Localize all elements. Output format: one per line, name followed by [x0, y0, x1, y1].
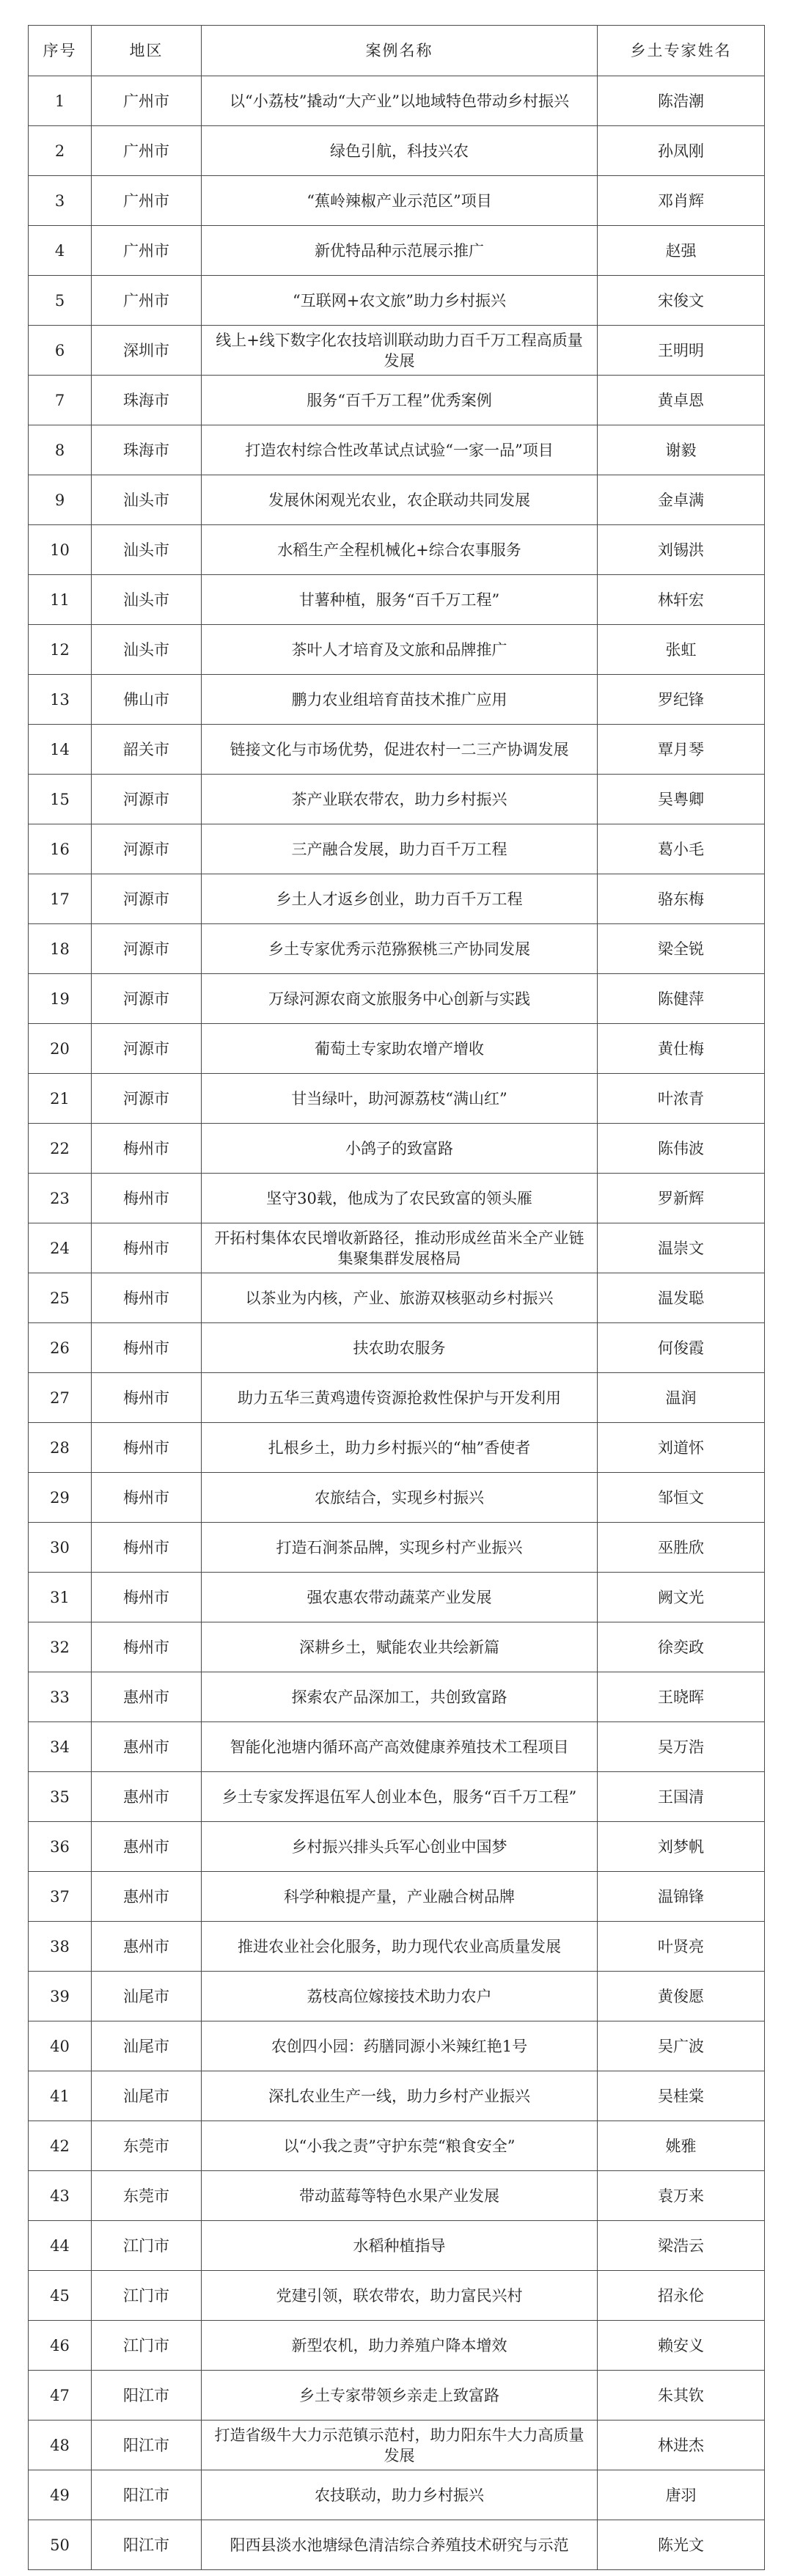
cell-expert-name: 刘梦帆 — [598, 1822, 765, 1872]
table-row — [29, 1074, 765, 1124]
cell-case-name: 以“小荔枝”撬动“大产业”以地域特色带动乡村振兴 — [202, 76, 598, 126]
cell-region: 阳江市 — [92, 2520, 202, 2570]
table-row — [29, 1423, 765, 1473]
cell-index: 8 — [29, 425, 92, 475]
cell-expert-name: 罗纪锋 — [598, 675, 765, 725]
table-row — [29, 1523, 765, 1573]
table-row — [29, 824, 765, 874]
cell-region: 梅州市 — [92, 1523, 202, 1573]
cell-index: 13 — [29, 675, 92, 725]
cell-case-name: 茶叶人才培育及文旅和品牌推广 — [202, 625, 598, 675]
cell-region: 阳江市 — [92, 2421, 202, 2470]
cell-expert-name: 阙文光 — [598, 1573, 765, 1622]
table-row — [29, 2171, 765, 2221]
cell-index: 48 — [29, 2421, 92, 2470]
cell-index: 47 — [29, 2371, 92, 2421]
cell-case-name: 鹏力农业组培育苗技术推广应用 — [202, 675, 598, 725]
table-row — [29, 1722, 765, 1772]
cell-region: 梅州市 — [92, 1622, 202, 1672]
cell-region: 汕尾市 — [92, 2021, 202, 2071]
cell-case-name: 水稻生产全程机械化+综合农事服务 — [202, 525, 598, 575]
cell-index: 2 — [29, 126, 92, 176]
cell-case-name: 阳西县淡水池塘绿色清洁综合养殖技术研究与示范 — [202, 2520, 598, 2570]
cell-case-name: 新优特品种示范展示推广 — [202, 226, 598, 276]
table-row — [29, 2071, 765, 2121]
cell-region: 汕头市 — [92, 475, 202, 525]
cell-case-name: 助力五华三黄鸡遗传资源抢救性保护与开发利用 — [202, 1373, 598, 1423]
cell-expert-name: 叶浓青 — [598, 1074, 765, 1124]
cell-index: 23 — [29, 1174, 92, 1223]
cell-index: 27 — [29, 1373, 92, 1423]
table-row — [29, 1922, 765, 1972]
table-row — [29, 625, 765, 675]
cell-index: 49 — [29, 2470, 92, 2520]
cell-region: 河源市 — [92, 1074, 202, 1124]
cell-region: 河源市 — [92, 775, 202, 824]
table-row — [29, 924, 765, 974]
cell-region: 汕头市 — [92, 575, 202, 625]
cell-region: 汕头市 — [92, 625, 202, 675]
cell-index: 28 — [29, 1423, 92, 1473]
cell-region: 梅州市 — [92, 1573, 202, 1622]
cell-case-name: 强农惠农带动蔬菜产业发展 — [202, 1573, 598, 1622]
cell-region: 河源市 — [92, 824, 202, 874]
cell-index: 6 — [29, 326, 92, 376]
cell-region: 梅州市 — [92, 1174, 202, 1223]
table-row — [29, 2021, 765, 2071]
table-row — [29, 2121, 765, 2171]
cell-index: 25 — [29, 1273, 92, 1323]
cell-index: 44 — [29, 2221, 92, 2271]
cell-expert-name: 宋俊文 — [598, 276, 765, 326]
cell-case-name: 小鸽子的致富路 — [202, 1124, 598, 1174]
table-row — [29, 874, 765, 924]
cell-case-name: 以茶业为内核，产业、旅游双核驱动乡村振兴 — [202, 1273, 598, 1323]
table-row — [29, 376, 765, 425]
cell-index: 19 — [29, 974, 92, 1024]
document-sheet — [28, 25, 764, 2570]
cell-expert-name: 吴粤卿 — [598, 775, 765, 824]
cell-case-name: 三产融合发展，助力百千万工程 — [202, 824, 598, 874]
cell-case-name: 扶农助农服务 — [202, 1323, 598, 1373]
cell-region: 广州市 — [92, 226, 202, 276]
cell-region: 江门市 — [92, 2271, 202, 2321]
cell-index: 42 — [29, 2121, 92, 2171]
cell-expert-name: 王晓晖 — [598, 1672, 765, 1722]
cell-expert-name: 骆东梅 — [598, 874, 765, 924]
cell-case-name: 服务“百千万工程”优秀案例 — [202, 376, 598, 425]
cell-index: 22 — [29, 1124, 92, 1174]
cell-expert-name: 王明明 — [598, 326, 765, 376]
table-row — [29, 326, 765, 376]
table-row — [29, 725, 765, 775]
cell-index: 24 — [29, 1223, 92, 1273]
cell-expert-name: 孙凤刚 — [598, 126, 765, 176]
cell-index: 17 — [29, 874, 92, 924]
cell-index: 10 — [29, 525, 92, 575]
cell-expert-name: 吴广波 — [598, 2021, 765, 2071]
cell-case-name: 甘薯种植，服务“百千万工程” — [202, 575, 598, 625]
cell-expert-name: 陈光文 — [598, 2520, 765, 2570]
cell-expert-name: 吴桂棠 — [598, 2071, 765, 2121]
cell-index: 29 — [29, 1473, 92, 1523]
table-row — [29, 1273, 765, 1323]
cell-region: 汕头市 — [92, 525, 202, 575]
cell-case-name: 乡土专家发挥退伍军人创业本色，服务“百千万工程” — [202, 1772, 598, 1822]
cell-case-name: 开拓村集体农民增收新路径，推动形成丝苗米全产业链集聚集群发展格局 — [202, 1223, 598, 1273]
cell-index: 41 — [29, 2071, 92, 2121]
cell-region: 江门市 — [92, 2221, 202, 2271]
cell-expert-name: 金卓满 — [598, 475, 765, 525]
cell-expert-name: 黄卓恩 — [598, 376, 765, 425]
cell-case-name: 带动蓝莓等特色水果产业发展 — [202, 2171, 598, 2221]
cell-region: 梅州市 — [92, 1323, 202, 1373]
cell-case-name: 发展休闲观光农业，农企联动共同发展 — [202, 475, 598, 525]
cell-index: 4 — [29, 226, 92, 276]
cell-case-name: 党建引领，联农带农，助力富民兴村 — [202, 2271, 598, 2321]
cell-expert-name: 赵强 — [598, 226, 765, 276]
cell-region: 梅州市 — [92, 1423, 202, 1473]
table-row — [29, 1473, 765, 1523]
cell-case-name: 农技联动，助力乡村振兴 — [202, 2470, 598, 2520]
cell-index: 21 — [29, 1074, 92, 1124]
cell-expert-name: 朱其钦 — [598, 2371, 765, 2421]
cell-case-name: 以“小我之责”守护东莞“粮食安全” — [202, 2121, 598, 2171]
cell-region: 河源市 — [92, 924, 202, 974]
cell-region: 河源市 — [92, 1024, 202, 1074]
cell-index: 20 — [29, 1024, 92, 1074]
cell-expert-name: 温润 — [598, 1373, 765, 1423]
table-row — [29, 425, 765, 475]
cell-region: 梅州市 — [92, 1223, 202, 1273]
table-row — [29, 2271, 765, 2321]
cell-expert-name: 张虹 — [598, 625, 765, 675]
cell-expert-name: 林进杰 — [598, 2421, 765, 2470]
table-row — [29, 126, 765, 176]
cell-expert-name: 温发聪 — [598, 1273, 765, 1323]
cell-expert-name: 吴万浩 — [598, 1722, 765, 1772]
cell-expert-name: 唐羽 — [598, 2470, 765, 2520]
cell-expert-name: 林轩宏 — [598, 575, 765, 625]
cell-index: 11 — [29, 575, 92, 625]
cell-index: 33 — [29, 1672, 92, 1722]
cell-case-name: 深耕乡土，赋能农业共绘新篇 — [202, 1622, 598, 1672]
header-region: 地区 — [92, 26, 202, 76]
cell-case-name: 科学种粮提产量，产业融合树品牌 — [202, 1872, 598, 1922]
cell-case-name: 荔枝高位嫁接技术助力农户 — [202, 1972, 598, 2021]
cell-index: 38 — [29, 1922, 92, 1972]
cell-case-name: “蕉岭辣椒产业示范区”项目 — [202, 176, 598, 226]
table-row — [29, 1223, 765, 1273]
cell-expert-name: 姚雅 — [598, 2121, 765, 2171]
cell-index: 32 — [29, 1622, 92, 1672]
cell-region: 珠海市 — [92, 425, 202, 475]
cell-region: 广州市 — [92, 276, 202, 326]
cell-expert-name: 温崇文 — [598, 1223, 765, 1273]
table-row — [29, 1972, 765, 2021]
cell-case-name: 扎根乡土，助力乡村振兴的“柚”香使者 — [202, 1423, 598, 1473]
cell-region: 江门市 — [92, 2321, 202, 2371]
cell-index: 45 — [29, 2271, 92, 2321]
table-row — [29, 2520, 765, 2570]
cell-expert-name: 谢毅 — [598, 425, 765, 475]
cell-case-name: 葡萄土专家助农增产增收 — [202, 1024, 598, 1074]
cell-case-name: 推进农业社会化服务，助力现代农业高质量发展 — [202, 1922, 598, 1972]
table-row — [29, 1323, 765, 1373]
cell-region: 惠州市 — [92, 1672, 202, 1722]
cell-case-name: 打造石涧茶品牌，实现乡村产业振兴 — [202, 1523, 598, 1573]
cell-expert-name: 陈健萍 — [598, 974, 765, 1024]
table-body — [29, 76, 765, 2570]
header-case-name: 案例名称 — [202, 26, 598, 76]
cell-region: 珠海市 — [92, 376, 202, 425]
cell-expert-name: 刘道怀 — [598, 1423, 765, 1473]
cell-region: 梅州市 — [92, 1373, 202, 1423]
header-index: 序号 — [29, 26, 92, 76]
cell-expert-name: 黄俊愿 — [598, 1972, 765, 2021]
table-row — [29, 1622, 765, 1672]
table-row — [29, 575, 765, 625]
cell-region: 东莞市 — [92, 2121, 202, 2171]
cell-case-name: 甘当绿叶，助河源荔枝“满山红” — [202, 1074, 598, 1124]
cell-expert-name: 何俊霞 — [598, 1323, 765, 1373]
cell-expert-name: 巫胜欣 — [598, 1523, 765, 1573]
cell-case-name: “互联网+农文旅”助力乡村振兴 — [202, 276, 598, 326]
cell-index: 39 — [29, 1972, 92, 2021]
cell-expert-name: 温锦锋 — [598, 1872, 765, 1922]
cell-index: 36 — [29, 1822, 92, 1872]
cell-expert-name: 招永伦 — [598, 2271, 765, 2321]
cell-case-name: 坚守30载，他成为了农民致富的领头雁 — [202, 1174, 598, 1223]
cell-case-name: 万绿河源农商文旅服务中心创新与实践 — [202, 974, 598, 1024]
cell-expert-name: 叶贤亮 — [598, 1922, 765, 1972]
cell-case-name: 农旅结合，实现乡村振兴 — [202, 1473, 598, 1523]
cell-case-name: 水稻种植指导 — [202, 2221, 598, 2271]
cell-region: 惠州市 — [92, 1922, 202, 1972]
cell-expert-name: 覃月琴 — [598, 725, 765, 775]
table-row — [29, 1174, 765, 1223]
cell-expert-name: 袁万来 — [598, 2171, 765, 2221]
table-row — [29, 1573, 765, 1622]
table-row — [29, 675, 765, 725]
cell-index: 34 — [29, 1722, 92, 1772]
header-row — [29, 26, 765, 76]
cell-index: 3 — [29, 176, 92, 226]
cell-expert-name: 陈浩潮 — [598, 76, 765, 126]
cell-index: 26 — [29, 1323, 92, 1373]
cell-index: 5 — [29, 276, 92, 326]
cell-region: 佛山市 — [92, 675, 202, 725]
table-row — [29, 525, 765, 575]
table-row — [29, 2321, 765, 2371]
cell-index: 15 — [29, 775, 92, 824]
cell-case-name: 乡村振兴排头兵军心创业中国梦 — [202, 1822, 598, 1872]
cell-index: 1 — [29, 76, 92, 126]
cell-index: 35 — [29, 1772, 92, 1822]
cell-expert-name: 刘锡洪 — [598, 525, 765, 575]
cell-expert-name: 邓肖辉 — [598, 176, 765, 226]
cell-case-name: 线上+线下数字化农技培训联动助力百千万工程高质量发展 — [202, 326, 598, 376]
table-header — [29, 26, 765, 76]
cell-index: 30 — [29, 1523, 92, 1573]
cell-case-name: 茶产业联农带农，助力乡村振兴 — [202, 775, 598, 824]
cell-region: 韶关市 — [92, 725, 202, 775]
cell-case-name: 新型农机，助力养殖户降本增效 — [202, 2321, 598, 2371]
cell-index: 14 — [29, 725, 92, 775]
cell-index: 16 — [29, 824, 92, 874]
table-row — [29, 1772, 765, 1822]
cell-region: 阳江市 — [92, 2470, 202, 2520]
cell-expert-name: 徐奕政 — [598, 1622, 765, 1672]
cell-region: 广州市 — [92, 176, 202, 226]
cell-case-name: 链接文化与市场优势，促进农村一二三产协调发展 — [202, 725, 598, 775]
cell-index: 7 — [29, 376, 92, 425]
table-row — [29, 1373, 765, 1423]
cell-expert-name: 梁浩云 — [598, 2221, 765, 2271]
cell-index: 18 — [29, 924, 92, 974]
table-row — [29, 1672, 765, 1722]
cell-expert-name: 梁全锐 — [598, 924, 765, 974]
table-row — [29, 2371, 765, 2421]
cell-region: 广州市 — [92, 126, 202, 176]
cell-case-name: 打造省级牛大力示范镇示范村，助力阳东牛大力高质量发展 — [202, 2421, 598, 2470]
cell-case-name: 绿色引航，科技兴农 — [202, 126, 598, 176]
cell-case-name: 乡土专家优秀示范猕猴桃三产协同发展 — [202, 924, 598, 974]
cell-index: 37 — [29, 1872, 92, 1922]
cell-region: 汕尾市 — [92, 2071, 202, 2121]
cell-region: 广州市 — [92, 76, 202, 126]
table-row — [29, 2221, 765, 2271]
cell-index: 43 — [29, 2171, 92, 2221]
cell-region: 汕尾市 — [92, 1972, 202, 2021]
table-row — [29, 176, 765, 226]
cell-index: 50 — [29, 2520, 92, 2570]
cell-case-name: 探索农产品深加工，共创致富路 — [202, 1672, 598, 1722]
cell-region: 梅州市 — [92, 1473, 202, 1523]
table-row — [29, 276, 765, 326]
table-row — [29, 1024, 765, 1074]
cell-index: 12 — [29, 625, 92, 675]
cell-region: 惠州市 — [92, 1872, 202, 1922]
table-row — [29, 226, 765, 276]
cell-case-name: 乡土专家带领乡亲走上致富路 — [202, 2371, 598, 2421]
table-row — [29, 76, 765, 126]
table-row — [29, 2421, 765, 2470]
cell-region: 河源市 — [92, 874, 202, 924]
cell-case-name: 农创四小园：药膳同源小米辣红艳1号 — [202, 2021, 598, 2071]
cell-expert-name: 王国清 — [598, 1772, 765, 1822]
cell-region: 梅州市 — [92, 1273, 202, 1323]
cell-region: 河源市 — [92, 974, 202, 1024]
cell-expert-name: 葛小毛 — [598, 824, 765, 874]
cell-region: 深圳市 — [92, 326, 202, 376]
cell-region: 惠州市 — [92, 1722, 202, 1772]
cell-index: 46 — [29, 2321, 92, 2371]
cell-case-name: 打造农村综合性改革试点试验“一家一品”项目 — [202, 425, 598, 475]
cell-index: 40 — [29, 2021, 92, 2071]
cell-expert-name: 罗新辉 — [598, 1174, 765, 1223]
cell-region: 梅州市 — [92, 1124, 202, 1174]
table-row — [29, 974, 765, 1024]
cell-index: 31 — [29, 1573, 92, 1622]
cell-case-name: 乡土人才返乡创业，助力百千万工程 — [202, 874, 598, 924]
cell-expert-name: 赖安义 — [598, 2321, 765, 2371]
table-row — [29, 1822, 765, 1872]
cell-case-name: 智能化池塘内循环高产高效健康养殖技术工程项目 — [202, 1722, 598, 1772]
expert-case-table — [28, 25, 765, 2570]
cell-region: 惠州市 — [92, 1772, 202, 1822]
cell-expert-name: 邹恒文 — [598, 1473, 765, 1523]
cell-expert-name: 黄仕梅 — [598, 1024, 765, 1074]
table-row — [29, 1872, 765, 1922]
table-row — [29, 475, 765, 525]
cell-index: 9 — [29, 475, 92, 525]
cell-region: 东莞市 — [92, 2171, 202, 2221]
table-row — [29, 1124, 765, 1174]
cell-region: 惠州市 — [92, 1822, 202, 1872]
cell-expert-name: 陈伟波 — [598, 1124, 765, 1174]
cell-region: 阳江市 — [92, 2371, 202, 2421]
header-expert-name: 乡土专家姓名 — [598, 26, 765, 76]
cell-case-name: 深扎农业生产一线，助力乡村产业振兴 — [202, 2071, 598, 2121]
table-row — [29, 2470, 765, 2520]
table-row — [29, 775, 765, 824]
